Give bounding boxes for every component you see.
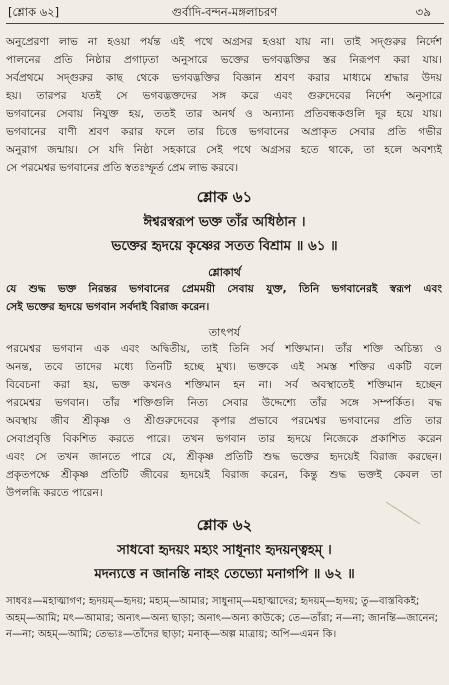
translation-line: সেই ভক্তের হৃদয়ে ভগবান সর্বদাই বিরাজ করেন। (6, 301, 210, 313)
purport-line: অনন্ত, তবে তাদের মধ্যে তিনটি হচ্ছে মুখ্য। ভক্তকে এই সমস্ত শক্তির একটি বলে (6, 361, 442, 373)
page-number: ৩৯ (415, 5, 431, 19)
running-header-chapter-title: গুর্বাদি-বন্দন-মঙ্গলাচরণ (171, 5, 278, 19)
word-synonyms: সাধবঃ—মহাত্মাগণ; হৃদয়ম্—হৃদয়; মহ্যম্—আমার; সাধুনাম্—মহাত্মাদের; হৃদয়ম্—হৃদয়; তু—বাস্তবিকই; অহম্—আমি; মৎ—আমার; অন্যৎ—অন্য ছাড়া; অনাৎ—অন্য কাউকে; তে—তাঁরা; ন—না; জানন্তি—জানেন; ন—না; অহম্—আমি; তেভ্যঃ—তাঁদের ছাড়া; মনাক্—অল্প মাত্রায়; অপি—এমন কি। (6, 596, 439, 641)
verse-61-heading: শ্লোক ৬১ (196, 188, 253, 206)
purport-line: উপলব্ধি করতে পারেন। (6, 487, 103, 499)
verse-61-line-2: ভক্তের হৃদয়ে কৃষ্ণের সতত বিশ্রাম ॥ ৬১ ॥ (111, 239, 338, 254)
purport-line: পরমেশ্বর ভগবান। তাঁর শক্তিগুলি নিত্য সেবার উদ্দেশ্যে তাঁর সঙ্গে সম্পর্কিত। বদ্ধ (6, 397, 442, 409)
purport-line: পরমেশ্বর ভগবান এক এবং অদ্বিতীয়, তাই তিনি সর্ব শক্তিমান। তাঁর শক্তি অচিন্ত্য ও (6, 343, 442, 355)
purport-line: সেবাপ্রবৃত্তি বিকশিত করতে পারে। তখন ভগবান তার হৃদয়ে নিজেকে প্রকাশিত করেন (6, 433, 442, 445)
translation-line: যে শুদ্ধ ভক্ত নিরন্তর ভগবানের প্রেমময়ী সেবায় যুক্ত, তিনি ভগবানেরই স্বরূপ এবং (6, 283, 442, 295)
intro-line: অনুপ্রেরণা লাভ না হওয়া পর্যন্ত এই পথে অগ্রসর হওয়া যায় না। তাই সদ্গুরুর নির্দেশ (6, 36, 442, 48)
verse-62-line-1: সাধবো হৃদয়ং মহ্যং সাধূনাং হৃদয়ন্ত্বহম্ । (117, 543, 332, 558)
intro-line: সর্বপ্রথমে সদ্গুরুর কাছ থেকে ভগবদ্ভক্তির বিজ্ঞান শ্রবণ করার মাধ্যমে শ্রদ্ধার উদয় (6, 72, 442, 84)
verse-62-line-2: মদন্যত্তে ন জানন্তি নাহং তেভ্যো মনাগপি ॥ ৬২ ॥ (94, 567, 355, 582)
intro-line: ভগবানের সেবায় নিযুক্ত হয়, ততই তার অনর্থ ও অন্যান্য প্রতিবন্ধকগুলি দূর হয়ে যায়। (6, 108, 442, 120)
intro-line: হয়। তারপর যতই সে ভগবদ্ভক্তদের সঙ্গ করে এবং গুরুদেবের নির্দেশ অনুসারে (6, 90, 442, 102)
verse-61-line-1: ঈশ্বরস্বরূপ ভক্ত তাঁর অধিষ্ঠান । (143, 215, 306, 230)
intro-line: অনুরাগ জন্মায়। সে যদি নিষ্ঠা সহকারে সেই পথে অগ্রসর হতে থাকে, তা হলে অবশ্যই (6, 144, 442, 156)
running-header-verse-ref: [শ্লোক ৬২] (8, 5, 60, 19)
purport-line: এবং সে তখন জানতে পারে যে, শ্রীকৃষ্ণ প্রতিটি শুদ্ধ ভক্তের হৃদয়েই বিরাজ করছেন। (6, 451, 442, 463)
verse-62-heading: শ্লোক ৬২ (196, 516, 253, 534)
intro-line: ভগবানের বাণী শ্রবণ করার ফলে তার চিত্তে ভগবানের অপ্রাকৃত সেবার প্রতি গভীর (6, 126, 442, 138)
purport-line: প্রকৃতপক্ষে শ্রীকৃষ্ণ প্রতিটি জীবের হৃদয়েই বিরাজ করেন, কিন্তু শুদ্ধ ভক্তই কেবল তা (6, 469, 442, 481)
header-rule (6, 23, 444, 24)
intro-line: পালনের প্রতি নিষ্ঠার প্রগাঢ়তা অনুসারে ভক্তের ভগবদ্ভক্তির স্তর নিরূপণ করা যায়। (6, 54, 442, 66)
purport-heading: তাৎপর্য (208, 326, 241, 339)
translation-heading: শ্লোকার্থ (208, 266, 241, 279)
purport-line: অবস্থায় জীব শ্রীকৃষ্ণ ও শ্রীগুরুদেবের কৃপার প্রভাবে পরমেশ্বর ভগবানের প্রতি তার (6, 415, 442, 427)
purport-line: বিবেচনা করা হয়, ভক্ত কখনও শক্তিমান হন না। সর্ব অবস্থাতেই শক্তিমান হচ্ছেন (6, 379, 442, 391)
intro-line: সে পরমেশ্বর ভগবানের প্রতি স্বতঃস্ফূর্ত প্রেম লাভ করবে। (6, 162, 239, 174)
